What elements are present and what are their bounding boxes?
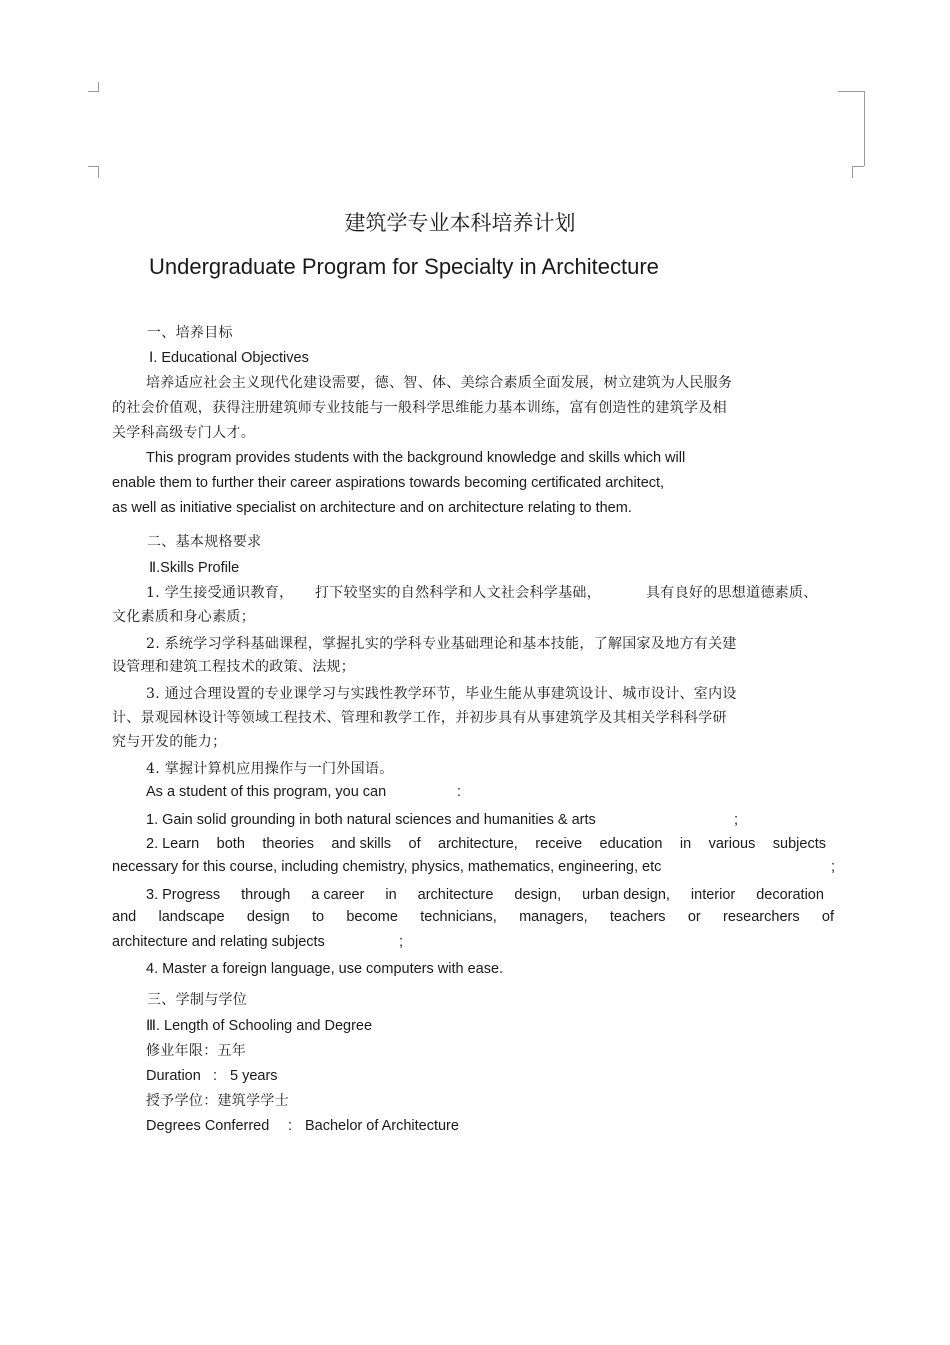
duration-cn: 修业年限：五年 [146, 1043, 247, 1059]
skills-intro-en: As a student of this program, you can [146, 784, 387, 800]
skill-item-cn-2-line1: 2. 系统学习学科基础课程，掌握扎实的学科专业基础理论和基本技能，了解国家及地方有关建 [146, 636, 737, 652]
crop-mark-top-left [88, 91, 98, 92]
skill-item-cn-4: 4. 掌握计算机应用操作与一门外国语。 [146, 761, 394, 777]
crop-mark-bottom-right-v [852, 166, 853, 178]
degree-label: Degrees Conferred [146, 1118, 270, 1134]
document-title-cn: 建筑学专业本科培养计划 [344, 211, 576, 235]
degree-value: Bachelor of Architecture [305, 1118, 459, 1134]
section2-heading-cn: 二、基本规格要求 [147, 534, 262, 550]
skill-item-cn-1-line2: 文化素质和身心素质； [112, 609, 255, 625]
crop-mark-top-right [838, 91, 864, 92]
skill-item-en-1: 1. Gain solid grounding in both natural sciences and humanities & arts [146, 812, 596, 828]
skill-item-en-2-line1: 2. Learn both theories and skills of architecture, receive education in various subjects [146, 836, 826, 852]
section3-heading-en: Ⅲ. Length of Schooling and Degree [146, 1018, 373, 1034]
crop-mark-bottom-left-v [98, 166, 99, 178]
section1-paragraph-cn-line: 培养适应社会主义现代化建设需要，德、智、体、美综合素质全面发展，树立建筑为人民服务 [146, 375, 733, 391]
skill-item-en-3-line1: 3. Progress through a career in architecture design, urban design, interior decoration [146, 887, 824, 903]
crop-mark-bottom-left [88, 166, 98, 167]
skill-item-en-3-line2: and landscape design to become technicians, managers, teachers or researchers of [112, 909, 834, 925]
skills-intro-en-colon: : [457, 784, 462, 800]
skill-item-en-4: 4. Master a foreign language, use computers with ease. [146, 961, 504, 977]
section1-paragraph-en-line: enable them to further their career aspirations towards becoming certificated architect, [112, 475, 665, 491]
duration-label: Duration [146, 1068, 201, 1084]
skill-item-cn-2-line2: 设管理和建筑工程技术的政策、法规； [112, 659, 356, 675]
skill-item-cn-1a: 1. 学生接受通识教育， [146, 585, 294, 601]
section1-heading-en: Ⅰ. Educational Objectives [149, 350, 309, 366]
skill-item-en-2-end: ; [831, 859, 836, 875]
section1-paragraph-en-line: This program provides students with the background knowledge and skills which will [146, 450, 686, 466]
skill-item-cn-1c: 具有良好的思想道德素质、 [646, 585, 818, 601]
section2-heading-en: Ⅱ.Skills Profile [149, 560, 240, 576]
skill-item-cn-3-line2: 计、景观园林设计等领域工程技术、管理和教学工作，并初步具有从事建筑学及其相关学科科学研 [112, 710, 727, 726]
section1-paragraph-en-line: as well as initiative specialist on architecture and on architecture relating to them. [112, 500, 632, 516]
duration-value: 5 years [230, 1068, 278, 1084]
skill-item-en-3-line3: architecture and relating subjects [112, 934, 325, 950]
duration-colon: : [213, 1068, 218, 1084]
section1-heading-cn: 一、培养目标 [147, 325, 233, 341]
crop-mark-top-right-v [864, 91, 865, 166]
crop-mark-top-left-v [98, 82, 99, 92]
document-title-en: Undergraduate Program for Specialty in Architecture [149, 254, 659, 279]
section1-paragraph-cn-line: 关学科高级专门人才。 [112, 425, 255, 441]
section3-heading-cn: 三、学制与学位 [147, 992, 248, 1008]
section1-paragraph-cn-line: 的社会价值观，获得注册建筑师专业技能与一般科学思维能力基本训练，富有创造性的建筑学及相 [112, 400, 727, 416]
skill-item-en-2-line2: necessary for this course, including chemistry, physics, mathematics, engineering, etc [112, 859, 662, 875]
skill-item-en-1-end: ; [734, 812, 739, 828]
skill-item-cn-1b: 打下较坚实的自然科学和人文社会科学基础， [315, 585, 601, 601]
skill-item-en-3-end: ; [399, 934, 404, 950]
skill-item-cn-3-line1: 3. 通过合理设置的专业课学习与实践性教学环节，毕业生能从事建筑设计、城市设计、室内设 [146, 686, 737, 702]
crop-mark-bottom-right [852, 166, 864, 167]
skill-item-cn-3-line3: 究与开发的能力； [112, 734, 227, 750]
degree-colon: : [288, 1118, 293, 1134]
degree-cn: 授予学位：建筑学学士 [146, 1093, 289, 1109]
